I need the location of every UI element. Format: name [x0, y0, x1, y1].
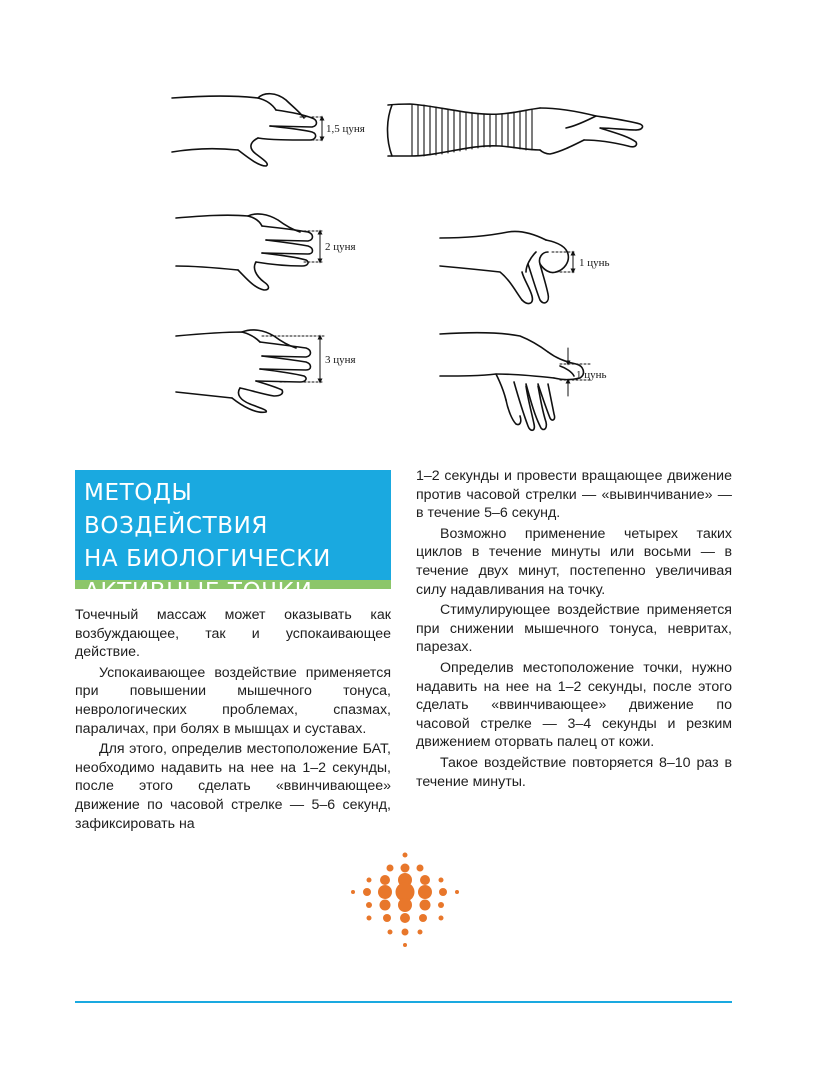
label-3-tsunya: 3 цуня — [325, 354, 356, 366]
heading-line: НА БИОЛОГИЧЕСКИ — [84, 546, 331, 572]
label-1-tsun-thumb: 1 цунь — [576, 369, 607, 381]
dot-burst-ornament — [345, 850, 465, 950]
hand-three-fingers-figure — [176, 214, 313, 290]
paragraph: Определив местоположение точки, нужно надавить на нее на 1–2 секунды, после этого сделать «ввинчивающее» движение по часовой стрелке — 3–4 секунды и резким движением оторвать палец от кожи. — [416, 659, 732, 751]
left-text-column — [75, 606, 391, 835]
hand-four-fingers-figure — [176, 330, 311, 412]
pinching-hand-figure — [440, 231, 568, 303]
heading-line: АКТИВНЫЕ ТОЧКИ — [84, 579, 313, 605]
paragraph: 1–2 секунды и провести вращающее движение против часовой стрелки — «вывинчивание» — в течение 5–6 секунд. — [416, 468, 732, 522]
paragraph: Успокаивающее воздействие применяется при повышении мышечного тонуса, неврологических проблемах, спазмах, параличах, при болях в мышцах и суставах. — [75, 664, 391, 737]
measurement-illustrations — [0, 0, 820, 450]
label-1-tsun-pinch: 1 цунь — [579, 257, 610, 269]
paragraph: Стимулирующее воздействие применяется при снижении мышечного тонуса, невритах, парезах. — [416, 602, 732, 656]
hand-two-fingers-figure — [172, 94, 317, 166]
thumb-width-figure — [440, 333, 583, 431]
paragraph: Такое воздействие повторяется 8–10 раз в течение минуты. — [416, 754, 732, 790]
heading-line: МЕТОДЫ ВОЗДЕЙСТВИЯ — [84, 480, 269, 539]
paragraph: Возможно применение четырех таких циклов в течение минуты или восьми — в течение двух минут, постепенно увеличивая силу надавливания на точку. — [416, 525, 732, 598]
right-text-column — [416, 467, 732, 793]
paragraph: Для этого, определив местоположение БАТ, необходимо надавить на нее на 1–2 секунды, после этого сделать «ввинчивающее» движение по часовой стрелке — 5–6 секунд, зафиксировать на — [75, 741, 391, 832]
section-heading — [84, 477, 384, 609]
forearm-band-stripes — [412, 104, 532, 156]
label-1-5-tsunya: 1,5 цуня — [326, 123, 365, 135]
footer-rule — [75, 1001, 732, 1003]
label-2-tsunya: 2 цуня — [325, 241, 356, 253]
forearm-band-figure — [388, 104, 643, 156]
paragraph: Точечный массаж может оказывать как возбуждающее, так и успокаивающее действие. — [75, 607, 391, 661]
